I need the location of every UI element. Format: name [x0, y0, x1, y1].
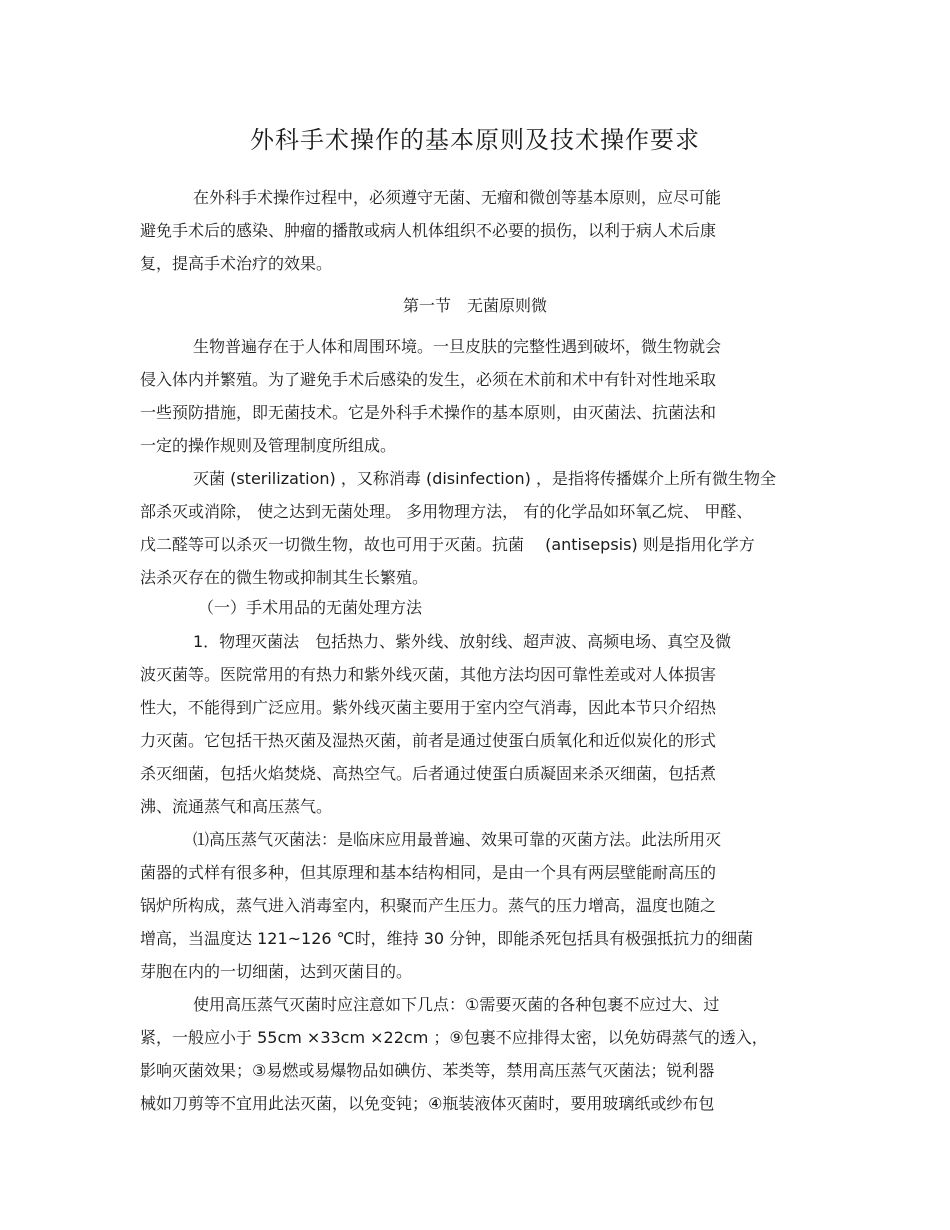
paragraph-line: 侵入体内并繁殖。为了避免手术后感染的发生，必须在术前和术中有针对性地采取 [140, 370, 717, 389]
paragraph-line: 在外科手术操作过程中，必须遵守无菌、无瘤和微创等基本原则，应尽可能 [193, 188, 722, 207]
paragraph-line: 力灭菌。它包括干热灭菌及湿热灭菌，前者是通过使蛋白质氧化和近似炭化的形式 [140, 731, 717, 750]
paragraph-line: 增高，当温度达 121~126 ℃时，维持 30 分钟，即能杀死包括具有极强抵抗力的细菌 [140, 929, 754, 948]
paragraph-line: 沸、流通蒸气和高压蒸气。 [140, 797, 333, 816]
paragraph-line: 影响灭菌效果；③易燃或易爆物品如碘仿、苯类等，禁用高压蒸气灭菌法；锐利器 [140, 1061, 715, 1080]
paragraph-line: 波灭菌等。医院常用的有热力和紫外线灭菌，其他方法均因可靠性差或对人体损害 [140, 665, 717, 684]
paragraph-line: 杀灭细菌，包括火焰焚烧、高热空气。后者通过使蛋白质凝固来杀灭细菌，包括煮 [140, 764, 717, 783]
paragraph-line: 性大，不能得到广泛应用。紫外线灭菌主要用于室内空气消毒，因此本节只介绍热 [140, 698, 717, 717]
paragraph-line: 1．物理灭菌法 包括热力、紫外线、放射线、超声波、高频电场、真空及微 [193, 632, 732, 651]
paragraph-line: 械如刀剪等不宜用此法灭菌，以免变钝；④瓶装液体灭菌时，要用玻璃纸或纱布包 [140, 1094, 715, 1113]
paragraph-line: 菌器的式样有很多种，但其原理和基本结构相同，是由一个具有两层壁能耐高压的 [140, 863, 717, 882]
paragraph-line: 法杀灭存在的微生物或抑制其生长繁殖。 [140, 568, 429, 587]
paragraph-line: 使用高压蒸气灭菌时应注意如下几点：①需要灭菌的各种包裹不应过大、过 [193, 995, 720, 1014]
paragraph-line: 一定的操作规则及管理制度所组成。 [140, 436, 397, 455]
paragraph-line: 复，提高手术治疗的效果。 [140, 254, 333, 273]
paragraph-line: 芽胞在内的一切细菌，达到灭菌目的。 [140, 962, 413, 981]
paragraph-line: 戊二醛等可以杀灭一切微生物，故也可用于灭菌。抗菌 (antisepsis) 则是指用化学方 [140, 535, 755, 554]
paragraph-line: 避免手术后的感染、肿瘤的播散或病人机体组织不必要的损伤，以利于病人术后康 [140, 221, 717, 240]
section-heading: 第一节 无菌原则微 [402, 296, 547, 315]
paragraph-line: 锅炉所构成，蒸气进入消毒室内，积聚而产生压力。蒸气的压力增高，温度也随之 [140, 896, 717, 915]
paragraph-line: 一些预防措施，即无菌技术。它是外科手术操作的基本原则，由灭菌法、抗菌法和 [140, 403, 717, 422]
paragraph-line: 部杀灭或消除， 使之达到无菌处理。 多用物理方法， 有的化学品如环氧乙烷、 甲醛、 [140, 502, 753, 521]
paragraph-line: 生物普遍存在于人体和周围环境。一旦皮肤的完整性遇到破坏，微生物就会 [193, 337, 722, 356]
subsection-heading: （一）手术用品的无菌处理方法 [198, 598, 423, 617]
paragraph-line: 灭菌 (sterilization) ，又称消毒 (disinfection) ，是指将传播媒介上所有微生物全 [193, 469, 776, 488]
document-title: 外科手术操作的基本原则及技术操作要求 [250, 126, 700, 154]
paragraph-line: 紧，一般应小于 55cm ×33cm ×22cm ；⑨包裹不应排得太密，以免妨碍蒸气的透入， [140, 1028, 768, 1047]
paragraph-line: ⑴高压蒸气灭菌法：是临床应用最普遍、效果可靠的灭菌方法。此法所用灭 [193, 830, 722, 849]
